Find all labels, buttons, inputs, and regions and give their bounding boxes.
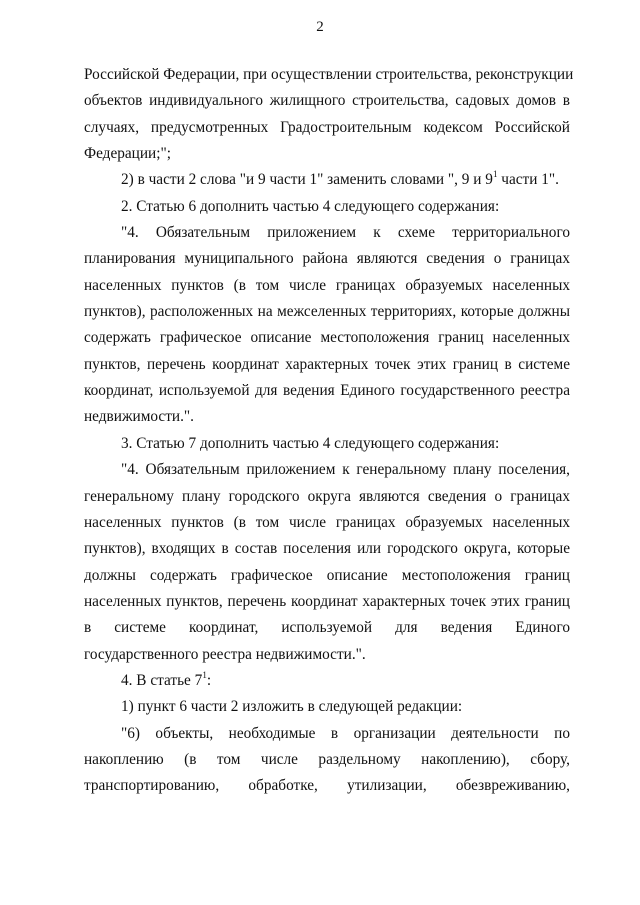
text-line: координат, используемой для ведения Единого государственного реестра — [84, 382, 570, 400]
text-segment: части 1". — [497, 171, 559, 189]
text-line-with-superscript — [84, 167, 570, 193]
page-number: 2 — [316, 19, 324, 35]
text-line: в системе координат, используемой для ведения Единого — [84, 619, 570, 637]
text-line: планирования муниципального района являются сведения о границах — [84, 250, 570, 268]
document-body — [84, 62, 574, 800]
text-line: пунктов), расположенных на межселенных территориях, которые должны — [84, 303, 570, 321]
text-segment: 4. В статье 7 — [121, 671, 203, 689]
superscript: 1 — [492, 169, 498, 180]
text-line: населенных пунктов, перечень координат характерных точек этих границ — [84, 592, 570, 610]
text-segment: : — [206, 671, 212, 689]
text-line: "4. Обязательным приложением к генеральному плану поселения, — [121, 461, 570, 479]
text-line: населенных пунктов (в том числе границах образуемых населенных — [84, 513, 570, 531]
text-line: накоплению (в том числе раздельному накоплению), сбору, — [84, 750, 570, 768]
text-line: Федерации;"; — [84, 145, 171, 163]
text-line: 3. Статью 7 дополнить частью 4 следующего содержания: — [121, 434, 500, 452]
text-line: генеральному плану городского округа являются сведения о границах — [84, 487, 570, 505]
text-line: пунктов), входящих в состав поселения или городского округа, которые — [84, 540, 570, 558]
text-line: 1) пункт 6 части 2 изложить в следующей редакции: — [121, 698, 463, 716]
text-line: населенных пунктов (в том числе границах образуемых населенных — [84, 276, 570, 294]
text-line: Российской Федерации, при осуществлении строительства, реконструкции — [84, 66, 574, 83]
text-line: "4. Обязательным приложением к схеме территориального — [121, 224, 570, 242]
text-line: случаях, предусмотренных Градостроительным кодексом Российской — [84, 118, 570, 136]
text-line: должны содержать графическое описание местоположения границ — [84, 566, 570, 584]
text-line: транспортированию, обработке, утилизации, обезвреживанию, — [84, 777, 570, 795]
text-line: 2. Статью 6 дополнить частью 4 следующего содержания: — [121, 197, 500, 215]
text-line-with-superscript — [84, 668, 570, 694]
superscript: 1 — [202, 669, 207, 680]
text-line: содержать графическое описание местоположения границ населенных — [84, 329, 570, 347]
text-line: государственного реестра недвижимости.". — [84, 645, 366, 663]
text-segment: 2) в части 2 слова "и 9 части 1" заменить словами ", 9 и 9 — [121, 171, 493, 189]
text-line: "6) объекты, необходимые в организации деятельности по — [121, 724, 570, 742]
text-line: недвижимости.". — [84, 408, 194, 426]
text-line: объектов индивидуального жилищного строительства, садовых домов в — [84, 92, 570, 110]
text-line: пунктов, перечень координат характерных точек этих границ в системе — [84, 355, 570, 373]
